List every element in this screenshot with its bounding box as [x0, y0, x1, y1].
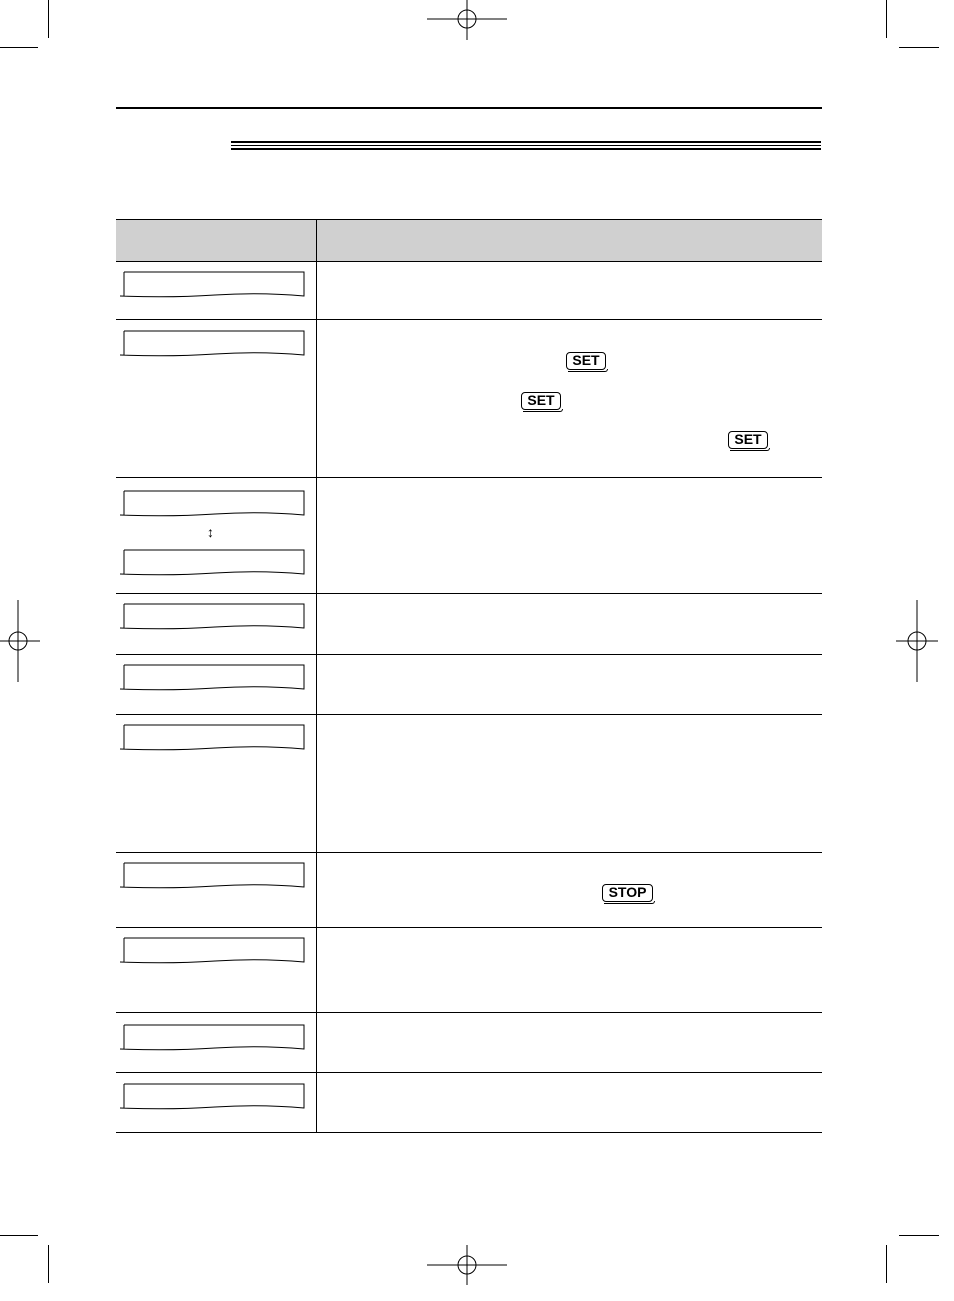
- section-title-rules: [231, 141, 821, 151]
- registration-mark-bottom-icon: [427, 1245, 507, 1285]
- message-table: [116, 219, 822, 1133]
- crop-mark-bottom-right-h: [899, 1235, 939, 1236]
- table-row-divider: [116, 927, 822, 928]
- table-header: [116, 219, 822, 261]
- table-column-divider: [316, 261, 317, 1133]
- display-panel: [120, 665, 306, 691]
- display-panel: [120, 938, 306, 964]
- table-header-divider: [316, 219, 317, 261]
- display-panel: [120, 1025, 306, 1051]
- crop-mark-top-left-v: [48, 0, 49, 38]
- page-header-rule: [116, 107, 822, 109]
- display-panel: [120, 491, 306, 517]
- table-row-divider: [116, 1012, 822, 1013]
- display-panel: [120, 1084, 306, 1110]
- crop-mark-top-right-h: [899, 47, 939, 48]
- set-key: SET: [566, 352, 606, 370]
- crop-mark-bottom-left-h: [0, 1235, 38, 1236]
- set-key: SET: [728, 431, 768, 449]
- up-down-arrow-icon: ↕: [207, 524, 214, 540]
- registration-mark-top-icon: [427, 0, 507, 40]
- registration-mark-right-icon: [896, 600, 938, 682]
- crop-mark-top-right-v: [886, 0, 887, 38]
- display-panel: [120, 272, 306, 298]
- table-row-divider: [116, 477, 822, 478]
- table-row-divider: [116, 654, 822, 655]
- crop-mark-bottom-right-v: [886, 1245, 887, 1283]
- set-key: SET: [521, 392, 561, 410]
- stop-key: STOP: [602, 884, 653, 902]
- table-row-divider: [116, 852, 822, 853]
- crop-mark-top-left-h: [0, 47, 38, 48]
- table-row-divider: [116, 319, 822, 320]
- table-row-divider: [116, 714, 822, 715]
- display-panel: [120, 725, 306, 751]
- display-panel: [120, 604, 306, 630]
- crop-mark-bottom-left-v: [48, 1245, 49, 1283]
- table-row-divider: [116, 593, 822, 594]
- registration-mark-left-icon: [0, 600, 40, 682]
- display-panel: [120, 550, 306, 576]
- display-panel: [120, 863, 306, 889]
- display-panel: [120, 331, 306, 357]
- table-row-divider: [116, 261, 822, 262]
- table-row-divider: [116, 1072, 822, 1073]
- table-bottom-rule: [116, 1132, 822, 1133]
